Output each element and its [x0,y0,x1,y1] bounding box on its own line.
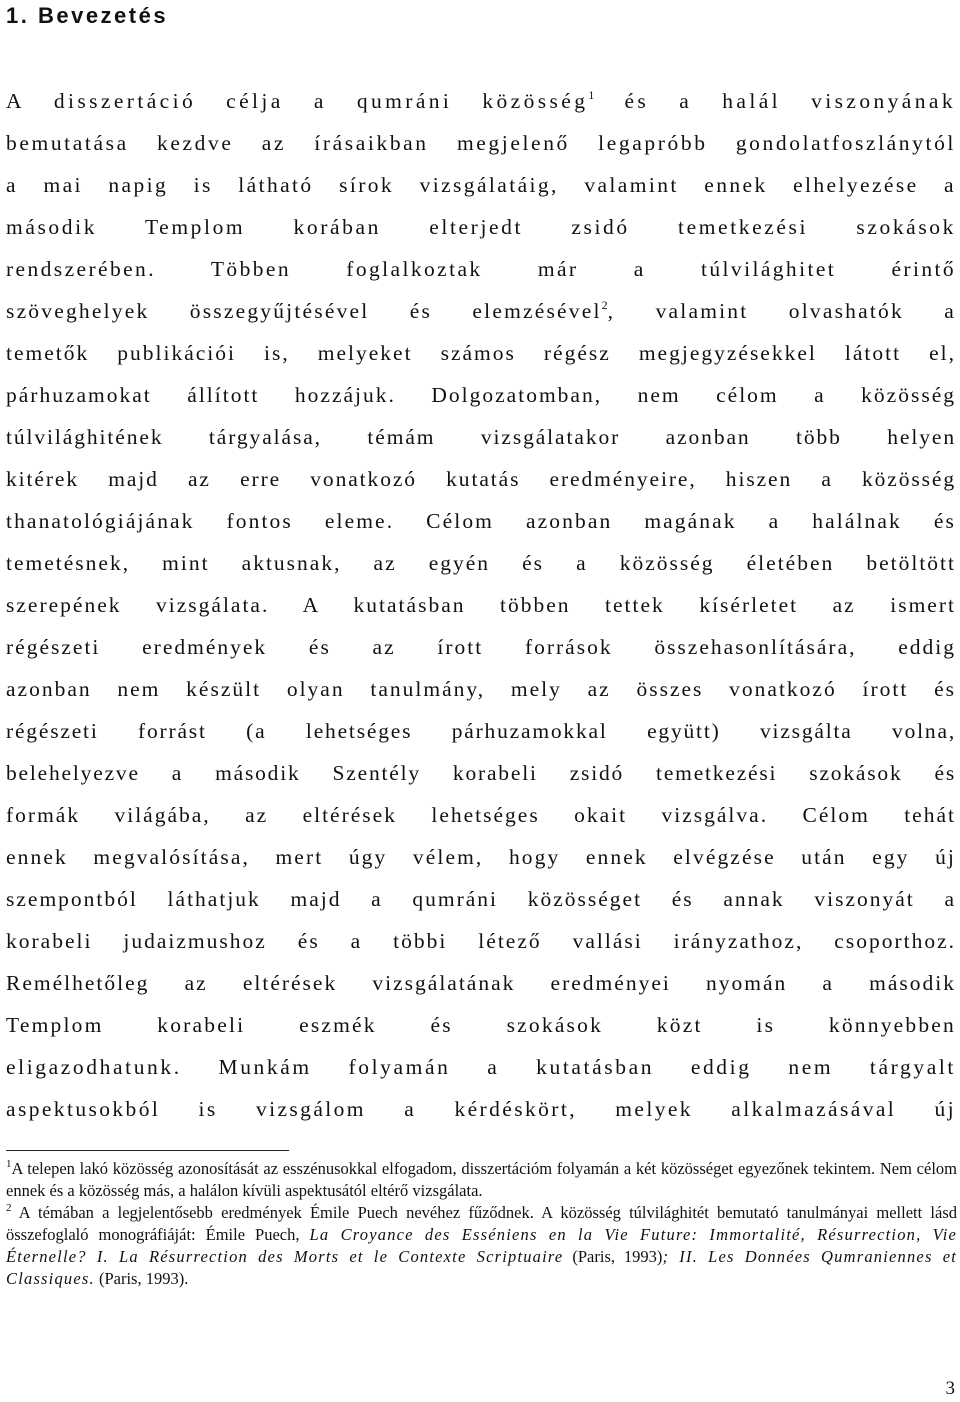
line-text: temetők publikációi is, melyeket számos régész megjegyzésekkel látott el, [6,341,956,365]
paragraph-line [6,962,956,1004]
line-text: régészeti eredmények és az írott források összehasonlítására, eddig [6,635,956,659]
line-text: régészeti forrást (a lehetséges párhuzamokkal együtt) vizsgálta volna, [6,719,956,743]
line-text: a mai napig is látható sírok vizsgálatáig, valamint ennek elhelyezése a [6,173,956,197]
paragraph-line [6,668,956,710]
footnote-separator [6,1150,289,1151]
paragraph-line [6,836,956,878]
paragraph-line [6,1046,956,1088]
line-text: thanatológiájának fontos eleme. Célom azonban magának a halálnak és [6,509,956,533]
line-text: belehelyezve a második Szentély korabeli zsidó temetkezési szokások és [6,761,956,785]
paragraph-line [6,626,956,668]
paragraph-line [6,710,956,752]
footnote-1 [6,1158,957,1202]
line-text: aspektusokból is vizsgálom a kérdéskört, melyek alkalmazásával új [6,1097,956,1121]
line-text: , valamint olvashatók a [607,299,956,323]
footnote-citation-title: ; II. Les Données Qumraniennes et Classiques. [6,1247,958,1288]
paragraph-line [6,794,956,836]
paragraph-line [6,458,956,500]
line-text: eligazodhatunk. Munkám folyamán a kutatásban eddig nem tárgyalt [6,1055,956,1079]
line-text: Remélhetőleg az eltérések vizsgálatának eredményei nyomán a második [6,971,956,995]
paragraph-line [6,542,956,584]
footnote-marker: 1 [6,1158,12,1170]
line-text: A disszertáció célja a qumráni közösség [6,89,589,113]
paragraph-line [6,584,956,626]
footnote-reference[interactable]: 1 [588,88,595,102]
line-text: rendszerében. Többen foglalkoztak már a túlvilághitet érintő [6,257,956,281]
line-text: második Templom korában elterjedt zsidó temetkezési szokások [6,215,956,239]
section-heading: 1. Bevezetés [6,3,169,28]
paragraph-line [6,248,956,290]
line-text: korabeli judaizmushoz és a többi létező vallási irányzathoz, csoporthoz. [6,929,956,953]
paragraph-line [6,122,956,164]
line-text: szöveghelyek összegyűjtésével és elemzésével [6,299,602,323]
footnote-citation-title: La Croyance des Esséniens en la Vie Future: Immortalité, Résurrection, Vie Éternelle? I. La Résurrection des Morts et le Contexte Scriptuaire [6,1225,958,1266]
paragraph-line [6,80,956,122]
paragraph-line [6,752,956,794]
line-text: és a halál viszonyának [594,89,956,113]
footnote-text: (Paris, 1993) [563,1247,663,1266]
line-text: szerepének vizsgálata. A kutatásban többen tettek kísérletet az ismert [6,593,956,617]
paragraph-line [6,878,956,920]
footnote-reference[interactable]: 2 [601,298,608,312]
footnote-marker: 2 [6,1202,12,1214]
paragraph-line [6,1088,956,1130]
line-text: formák világába, az eltérések lehetséges okait vizsgálva. Célom tehát [6,803,956,827]
footnote-text: (Paris, 1993). [94,1269,189,1288]
footnote-2 [6,1202,957,1290]
line-text: Templom korabeli eszmék és szokások közt is könnyebben [6,1013,956,1037]
paragraph-line [6,374,956,416]
line-text: párhuzamokat állított hozzájuk. Dolgozatomban, nem célom a közösség [6,383,956,407]
paragraph-line [6,500,956,542]
paragraph-line [6,332,956,374]
line-text: kitérek majd az erre vonatkozó kutatás eredményeire, hiszen a közösség [6,467,956,491]
paragraph-line [6,290,956,332]
line-text: bemutatása kezdve az írásaikban megjelenő legapróbb gondolatfoszlánytól [6,131,956,155]
line-text: azonban nem készült olyan tanulmány, mely az összes vonatkozó írott és [6,677,956,701]
paragraph-line [6,416,956,458]
line-text: temetésnek, mint aktusnak, az egyén és a közösség életében betöltött [6,551,956,575]
line-text: ennek megvalósítása, mert úgy vélem, hogy ennek elvégzése után egy új [6,845,956,869]
footnotes [6,1158,957,1290]
footnote-text: A témában a legjelentősebb eredmények Émile Puech nevéhez fűződnek. A közösség túlvilághitét bemutató tanulmányai mellett lásd összefoglaló monográfiáját: Émile Puech, [6,1203,957,1244]
body-text [6,80,956,1130]
paragraph-line [6,164,956,206]
page-number: 3 [945,1378,955,1399]
paragraph-line [6,920,956,962]
line-text: túlvilághitének tárgyalása, témám vizsgálatakor azonban több helyen [6,425,956,449]
footnote-text: A telepen lakó közösség azonosítását az esszénusokkal elfogadom, disszertációm folyamán a két közösséget egyezőnek tekintem. Nem célom ennek és a közösség más, a halálon kívüli aspektusától eltérő vizsgálata. [6,1159,957,1200]
paragraph-line [6,206,956,248]
line-text: szempontból láthatjuk majd a qumráni közösséget és annak viszonyát a [6,887,956,911]
paragraph-line [6,1004,956,1046]
